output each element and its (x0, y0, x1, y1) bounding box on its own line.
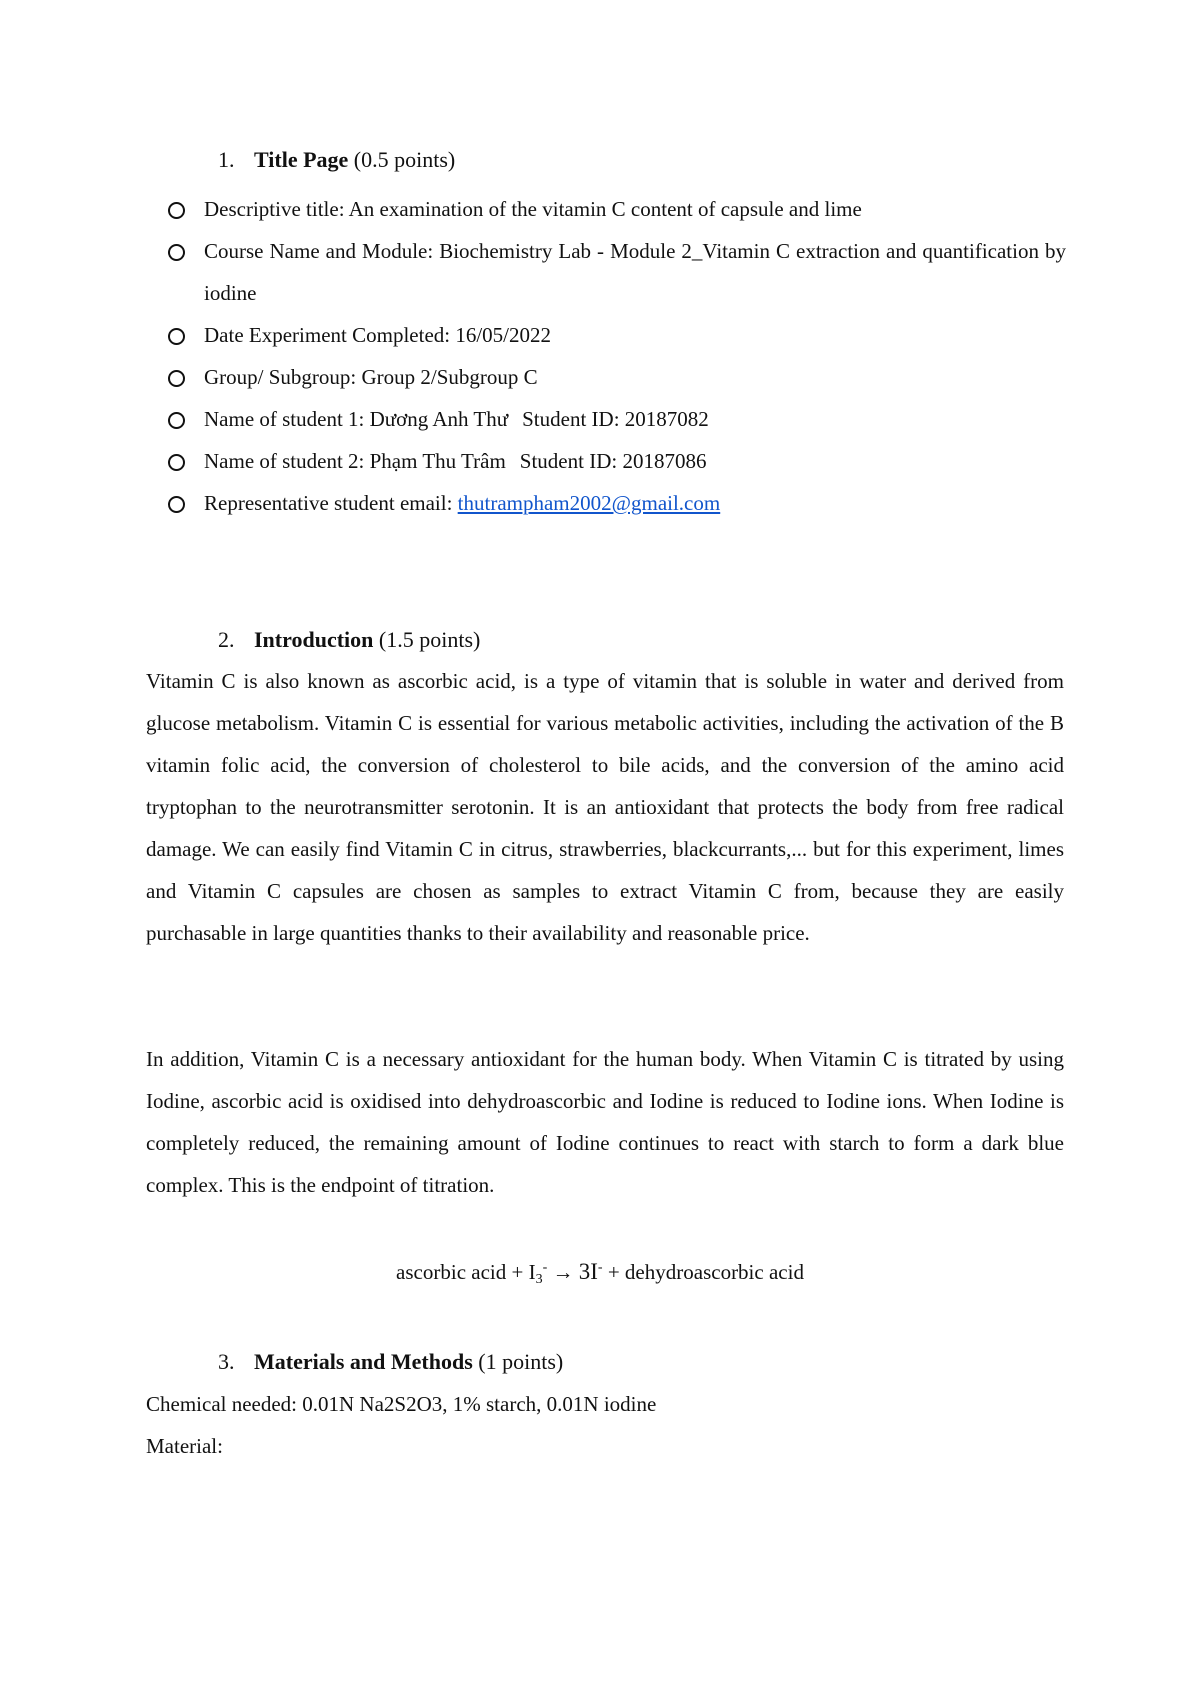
title-page-list (166, 188, 1066, 524)
material-label: Material: (146, 1434, 223, 1458)
chemicals-needed: Chemical needed: 0.01N Na2S2O3, 1% starch, 0.01N iodine (146, 1392, 657, 1416)
student-1-name: Name of student 1: Dương Anh Thư (204, 407, 509, 431)
section-1-heading (218, 146, 455, 174)
section-2-points: (1.5 points) (378, 627, 481, 652)
section-3-number: 3. (218, 1349, 235, 1374)
list-item-descriptive-title: Descriptive title: An examination of the vitamin C content of capsule and lime (166, 188, 1066, 230)
bullet-circle-icon (168, 202, 185, 219)
arrow-icon: → (547, 1260, 579, 1284)
introduction-paragraph-1: Vitamin C is also known as ascorbic acid, is a type of vitamin that is soluble in water and derived from glucose metabolism. Vitamin C is essential for various metabolic activities, including the activation of the B vitamin folic acid, the conversion of cholesterol to bile acids, and the conversion of the amino acid tryptophan to the neurotransmitter serotonin. It is an antioxidant that protects the body from free radical damage. We can easily find Vitamin C in citrus, strawberries, blackcurrants,... but for this experiment, limes and Vitamin C capsules are chosen as samples to extract Vitamin C from, because they are easily purchasable in large quantities thanks to their availability and reasonable price. (146, 669, 1064, 945)
bullet-circle-icon (168, 328, 185, 345)
list-item-student-2 (166, 440, 1066, 482)
list-item-student-1 (166, 398, 1066, 440)
section-1-number: 1. (218, 147, 235, 172)
list-item-date: Date Experiment Completed: 16/05/2022 (166, 314, 1066, 356)
bullet-circle-icon (168, 244, 185, 261)
bullet-circle-icon (168, 412, 185, 429)
student-2-id: Student ID: 20187086 (519, 449, 707, 473)
list-item-group: Group/ Subgroup: Group 2/Subgroup C (166, 356, 1066, 398)
bullet-circle-icon (168, 496, 185, 513)
introduction-paragraph-2: In addition, Vitamin C is a necessary antioxidant for the human body. When Vitamin C is titrated by using Iodine, ascorbic acid is oxidised into dehydroascorbic and Iodine is reduced to Iodine ions. When Iodine is completely reduced, the remaining amount of Iodine continues to react with starch to form a dark blue complex. This is the endpoint of titration. (146, 1047, 1064, 1197)
section-2-number: 2. (218, 627, 235, 652)
reaction-equation: ascorbic acid + $I_3^- \to 3I^-$ + dehydroascorbic acid (396, 1259, 804, 1287)
bullet-circle-icon (168, 370, 185, 387)
section-1-title: Title Page (254, 147, 349, 172)
section-2-heading (218, 626, 480, 654)
section-3-title: Materials and Methods (254, 1349, 473, 1374)
section-3-heading (218, 1348, 563, 1376)
section-2-title: Introduction (254, 627, 374, 652)
bullet-circle-icon (168, 454, 185, 471)
list-item-email (166, 482, 1066, 524)
email-label: Representative student email: (204, 491, 453, 515)
email-link[interactable]: thutrampham2002@gmail.com (457, 491, 721, 515)
section-1-points: (0.5 points) (353, 147, 456, 172)
student-1-id: Student ID: 20187082 (522, 407, 709, 431)
student-2-name: Name of student 2: Phạm Thu Trâm (204, 449, 506, 473)
section-3-points: (1 points) (478, 1349, 564, 1374)
list-item-course-name: Course Name and Module: Biochemistry Lab - Module 2_Vitamin C extraction and quantification by iodine (166, 230, 1066, 314)
